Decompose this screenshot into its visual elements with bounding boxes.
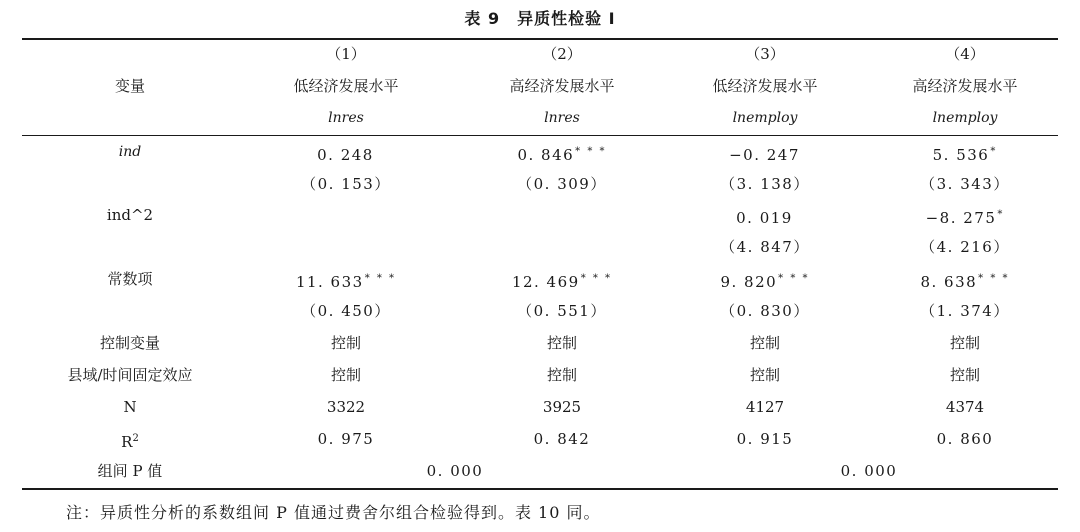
significance-stars: * bbox=[990, 146, 998, 157]
col-group-1: 低经济发展水平 bbox=[293, 77, 399, 95]
coef-ind-1: 0. 248 bbox=[317, 146, 374, 164]
coef-ind2-4: −8. 275* bbox=[925, 209, 1005, 227]
se-const-3: （0. 830） bbox=[720, 302, 810, 320]
group-p-low-vs-high-lnres: 0. 000 bbox=[426, 462, 484, 480]
fe-1: 控制 bbox=[330, 366, 361, 384]
controls-2: 控制 bbox=[546, 334, 577, 352]
bottom-rule bbox=[22, 488, 1058, 490]
r2-3: 0. 915 bbox=[736, 430, 794, 448]
r2-4: 0. 860 bbox=[936, 430, 994, 448]
col-number-4: （4） bbox=[945, 45, 985, 63]
table-note: 注：异质性分析的系数组间 P 值通过费舍尔组合检验得到。表 10 同。 bbox=[66, 503, 601, 522]
col-group-3: 低经济发展水平 bbox=[712, 77, 818, 95]
col-number-2: （2） bbox=[542, 45, 582, 63]
row-label-r-squared: $R^2$ bbox=[121, 433, 139, 451]
row-label-constant: 常数项 bbox=[107, 270, 153, 288]
significance-stars: * * * bbox=[364, 273, 397, 284]
coef-const-1: 11. 633* * * bbox=[295, 273, 397, 291]
dep-var-4: lnemploy bbox=[932, 110, 998, 126]
coef-ind-3: −0. 247 bbox=[729, 146, 800, 164]
coef-const-3: 9. 820* * * bbox=[720, 273, 810, 291]
n-2: 3925 bbox=[542, 398, 582, 416]
significance-stars: * * * bbox=[575, 146, 607, 157]
significance-stars: * bbox=[997, 209, 1005, 220]
n-3: 4127 bbox=[745, 398, 785, 416]
row-label-ind: ind bbox=[118, 144, 142, 160]
significance-stars: * * * bbox=[580, 273, 613, 284]
n-4: 4374 bbox=[945, 398, 985, 416]
group-p-low-vs-high-lnemploy: 0. 000 bbox=[840, 462, 898, 480]
significance-stars: * * * bbox=[778, 273, 810, 284]
se-ind-2: （0. 309） bbox=[517, 175, 607, 193]
controls-1: 控制 bbox=[330, 334, 361, 352]
col-group-4: 高经济发展水平 bbox=[912, 77, 1018, 95]
r2-1: 0. 975 bbox=[317, 430, 375, 448]
fe-3: 控制 bbox=[749, 366, 780, 384]
fe-4: 控制 bbox=[949, 366, 980, 384]
controls-4: 控制 bbox=[949, 334, 980, 352]
coef-const-4: 8. 638* * * bbox=[920, 273, 1010, 291]
col-group-2: 高经济发展水平 bbox=[509, 77, 615, 95]
coef-ind2-3: 0. 019 bbox=[736, 209, 793, 227]
se-const-4: （1. 374） bbox=[920, 302, 1010, 320]
significance-stars: * * * bbox=[978, 273, 1010, 284]
row-label-controls: 控制变量 bbox=[99, 334, 160, 352]
row-label-n: N bbox=[123, 398, 137, 416]
controls-3: 控制 bbox=[749, 334, 780, 352]
se-ind-1: （0. 153） bbox=[301, 175, 391, 193]
coef-ind-4: 5. 536* bbox=[932, 146, 998, 164]
se-ind-3: （3. 138） bbox=[720, 175, 810, 193]
dep-var-2: lnres bbox=[544, 110, 580, 126]
se-const-1: （0. 450） bbox=[301, 302, 391, 320]
r2-2: 0. 842 bbox=[533, 430, 591, 448]
col-number-1: （1） bbox=[326, 45, 366, 63]
coef-const-2: 12. 469* * * bbox=[511, 273, 613, 291]
variable-header: 变量 bbox=[114, 77, 145, 95]
n-1: 3322 bbox=[326, 398, 366, 416]
dep-var-3: lnemploy bbox=[732, 110, 798, 126]
row-label-group-p: 组间 P 值 bbox=[97, 462, 163, 480]
se-ind2-4: （4. 216） bbox=[920, 238, 1010, 256]
header-rule bbox=[22, 135, 1058, 136]
se-ind2-3: （4. 847） bbox=[720, 238, 810, 256]
col-number-3: （3） bbox=[745, 45, 785, 63]
top-rule bbox=[22, 38, 1058, 40]
fe-2: 控制 bbox=[546, 366, 577, 384]
se-const-2: （0. 551） bbox=[517, 302, 607, 320]
se-ind-4: （3. 343） bbox=[920, 175, 1010, 193]
coef-ind-2: 0. 846* * * bbox=[517, 146, 607, 164]
dep-var-1: lnres bbox=[328, 110, 364, 126]
row-label-fixed-effects: 县域/时间固定效应 bbox=[67, 366, 193, 384]
row-label-ind-squared: ind^2 bbox=[106, 206, 154, 224]
table-title: 表 9 异质性检验 I bbox=[464, 9, 616, 28]
